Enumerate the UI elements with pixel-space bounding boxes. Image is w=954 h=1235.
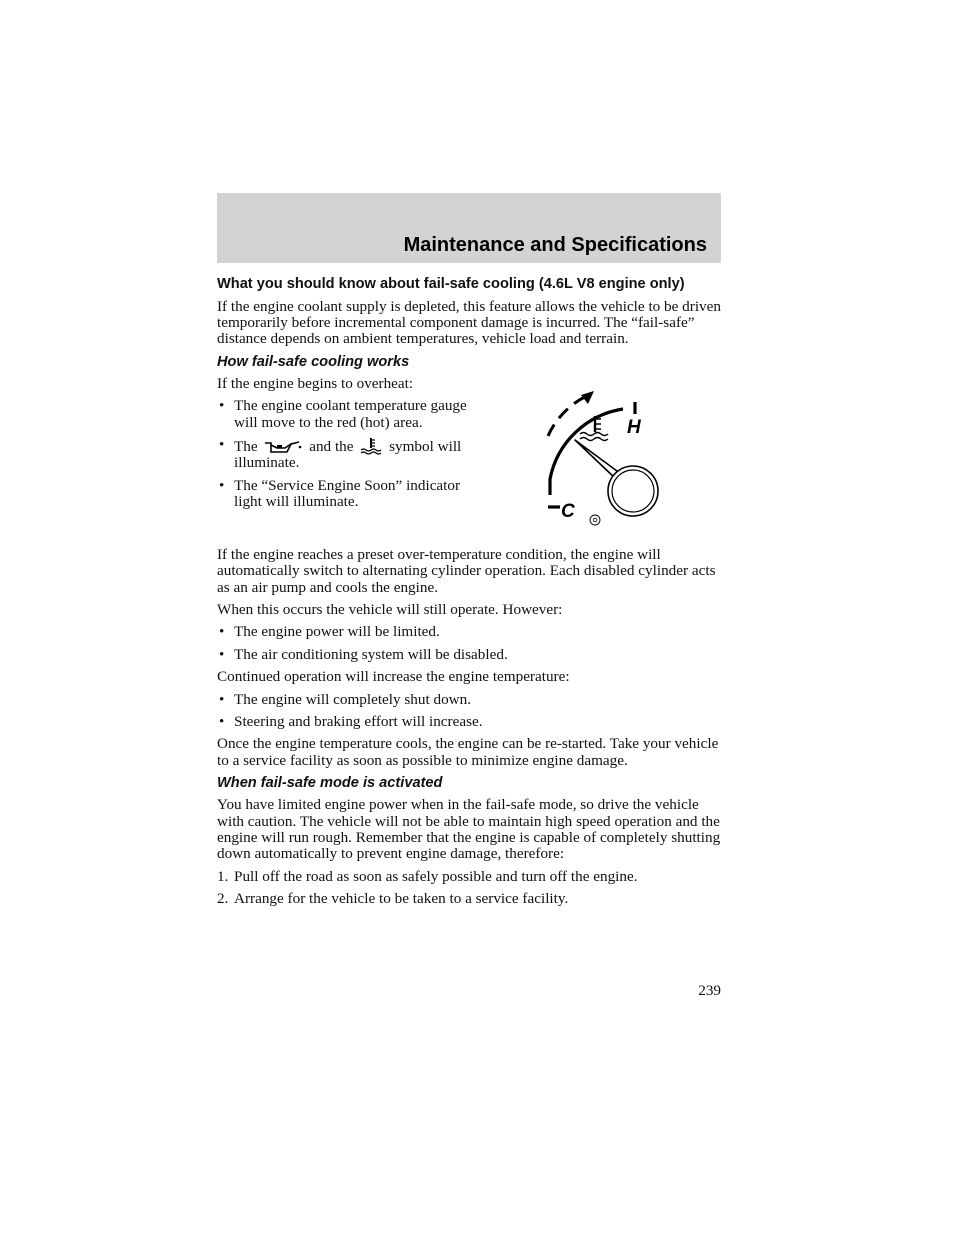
gauge-coolant-icon [580, 416, 608, 441]
when-activated-paragraph: You have limited engine power when in the fail-safe mode, so drive the vehicle with caution. The vehicle will not be able to maintain high speed operation and the engine will run rough. Remember that the engine is capable of completely shutting down automatically to prevent engine damage, therefore: [217, 796, 721, 863]
cools-paragraph: Once the engine temperature cools, the engine can be re-started. Take your vehicle to a service facility as soon as possible to minimize engine damage. [217, 735, 719, 769]
operate-list [217, 624, 721, 663]
list-item [217, 437, 467, 472]
section-header-band [217, 193, 721, 263]
how-works-heading: How fail-safe cooling works [217, 353, 410, 370]
bullet-text-end: will illuminate. [234, 437, 462, 472]
gauge-sweep-arrow [548, 394, 591, 436]
overtemp-paragraph: If the engine reaches a preset over-temperature condition, the engine will automatically switch to alternating cylinder operation. Each disabled cylinder acts as an air pump and cools the engine. [217, 545, 716, 596]
list-item: • The engine power will be limited. [217, 624, 721, 640]
step-number: 1. [217, 867, 229, 885]
list-item: • The air conditioning system will be disabled. [217, 647, 721, 663]
gauge-hot-label: H [627, 416, 641, 438]
list-item: • The engine coolant temperature gauge will move to the red (hot) area. [217, 398, 467, 431]
coolant-temperature-icon [359, 437, 383, 455]
step-text: Pull off the road as soon as safely possible and turn off the engine. [234, 867, 638, 885]
coolant-temperature-gauge [543, 391, 663, 526]
list-item: • Steering and braking effort will increase. [217, 714, 721, 730]
main-heading: What you should know about fail-safe cooling (4.6L V8 engine only) [217, 276, 685, 292]
oil-can-icon [263, 439, 303, 455]
bullet-text-the: The [234, 437, 258, 455]
page-content [217, 277, 721, 914]
continued-list [217, 692, 721, 731]
list-item: • The engine will completely shut down. [217, 692, 721, 708]
when-activated-heading: When fail-safe mode is activated [217, 775, 443, 792]
list-item: • The “Service Engine Soon” indicator light will illuminate. [217, 478, 467, 511]
section-title: Maintenance and Specifications [403, 234, 707, 256]
steps-list [217, 869, 721, 908]
list-item [217, 869, 721, 885]
step-text: Arrange for the vehicle to be taken to a service facility. [234, 890, 569, 908]
still-operate-paragraph: When this occurs the vehicle will still operate. However: [217, 600, 563, 618]
list-item [217, 891, 721, 907]
continued-paragraph: Continued operation will increase the engine temperature: [217, 668, 570, 686]
overheat-list [217, 398, 467, 510]
bullet-text-symbol: symbol [389, 437, 434, 455]
overheat-block [217, 376, 721, 542]
bullet-text-and-the: and the [309, 437, 354, 455]
overheat-lead: If the engine begins to overheat: [217, 374, 414, 392]
page-number: 239 [698, 982, 721, 999]
step-number: 2. [217, 890, 229, 908]
intro-paragraph: If the engine coolant supply is depleted, this feature allows the vehicle to be driven temporarily before incremental component damage is incurred. The “fail-safe” distance depends on ambient temperatures, vehicle load and terrain. [217, 297, 721, 348]
gauge-cold-label: C [561, 500, 575, 522]
